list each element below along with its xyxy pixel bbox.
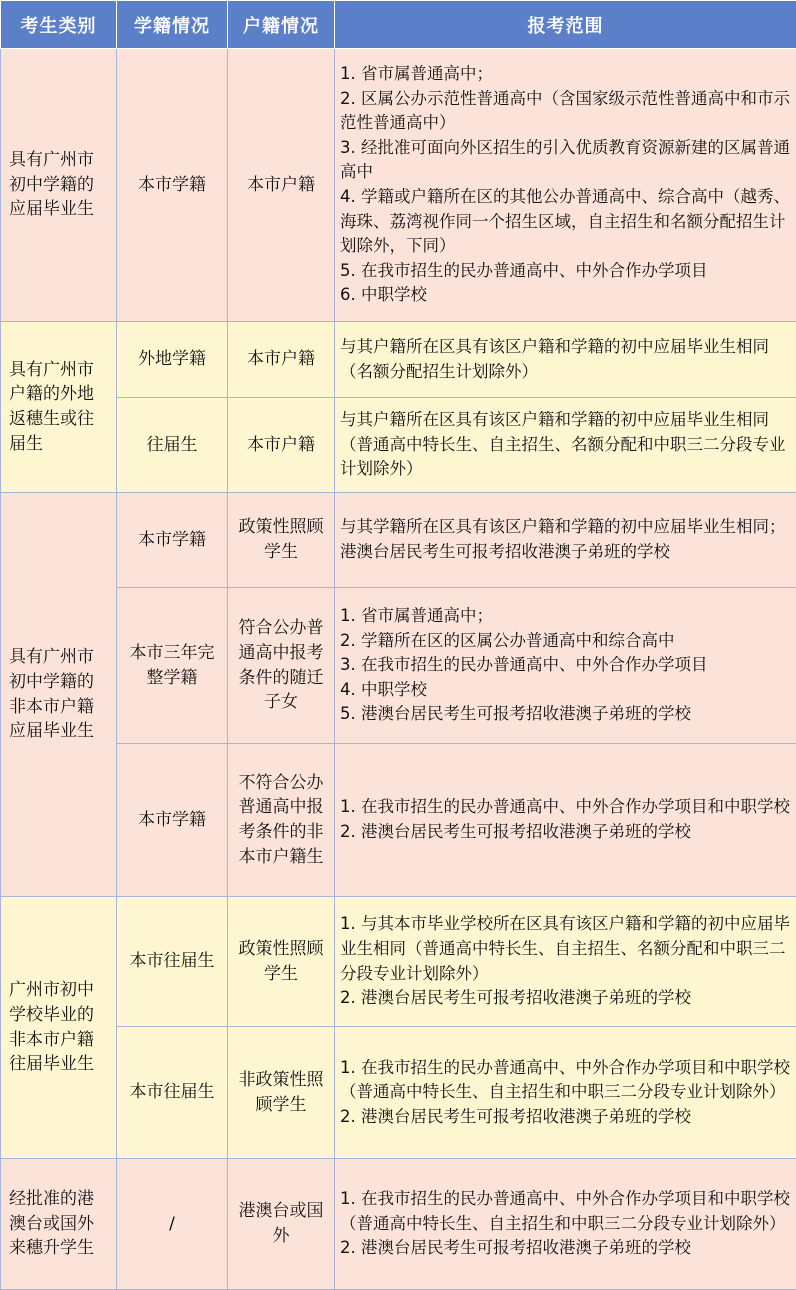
scope-line: 与其学籍所在区具有该区户籍和学籍的初中应届毕业生相同；港澳台居民考生可报考招收港澳子弟班的学校: [340, 517, 786, 561]
scope-line: 与其户籍所在区具有该区户籍和学籍的初中应届毕业生相同（名额分配招生计划除外）: [340, 336, 769, 381]
xueji-cell: /: [117, 1159, 228, 1290]
scope-cell: [335, 1027, 796, 1159]
huji-cell: 不符合公办普通高中报考条件的非本市户籍生: [228, 744, 335, 897]
huji-cell: 符合公办普通高中报考条件的随迁子女: [228, 588, 335, 744]
header-category: 考生类别: [1, 1, 117, 49]
scope-cell: [335, 493, 796, 588]
header-scope: 报考范围: [335, 1, 796, 49]
scope-line: 1. 省市属普通高中；: [340, 64, 493, 84]
header-xueji: 学籍情况: [117, 1, 228, 49]
scope-line: 3. 经批准可面向外区招生的引入优质教育资源新建的区属普通高中: [340, 137, 790, 182]
category-cell: 具有广州市初中学籍的非本市户籍应届毕业生: [1, 493, 117, 897]
scope-line: 4. 中职学校: [340, 679, 427, 699]
scope-line: 6. 中职学校: [340, 285, 427, 305]
scope-cell: [335, 588, 796, 744]
scope-line: 2. 港澳台居民考生可报考招收港澳子弟班的学校: [340, 1106, 691, 1126]
scope-line: 1. 与其本市毕业学校所在区具有该区户籍和学籍的初中应届毕业生相同（普通高中特长生、自主招生、名额分配和中职三二分段专业计划除外）: [340, 914, 790, 983]
scope-line: 2. 区属公办示范性普通高中（含国家级示范性普通高中和市示范性普通高中）: [340, 88, 790, 133]
scope-line: 2. 港澳台居民考生可报考招收港澳子弟班的学校: [340, 822, 691, 841]
scope-cell: [335, 49, 796, 322]
scope-cell: [335, 398, 796, 493]
scope-line: 与其户籍所在区具有该区户籍和学籍的初中应届毕业生相同（普通高中特长生、自主招生、名额分配和中职三二分段专业计划除外）: [340, 410, 786, 479]
scope-line: 1. 在我市招生的民办普通高中、中外合作办学项目和中职学校（普通高中特长生、自主招生和中职三二分段专业计划除外）: [340, 1057, 790, 1102]
scope-line: 5. 在我市招生的民办普通高中、中外合作办学项目: [340, 260, 708, 280]
xueji-cell: 本市往届生: [117, 897, 228, 1027]
huji-cell: 非政策性照顾学生: [228, 1027, 335, 1159]
huji-cell: 港澳台或国外: [228, 1159, 335, 1290]
scope-line: 1. 在我市招生的民办普通高中、中外合作办学项目和中职学校: [340, 797, 790, 817]
header-row: [1, 1, 796, 49]
xueji-cell: 本市三年完整学籍: [117, 588, 228, 744]
huji-cell: 本市户籍: [228, 398, 335, 493]
category-cell: 广州市初中学校毕业的非本市户籍往届毕业生: [1, 897, 117, 1159]
scope-cell: [335, 1159, 796, 1290]
xueji-cell: 往届生: [117, 398, 228, 493]
scope-cell: [335, 897, 796, 1027]
category-cell: 具有广州市户籍的外地返穗生或往届生: [1, 322, 117, 493]
scope-line: 5. 港澳台居民考生可报考招收港澳子弟班的学校: [340, 704, 691, 724]
xueji-cell: 外地学籍: [117, 322, 228, 398]
scope-line: 4. 学籍或户籍所在区的其他公办普通高中、综合高中（越秀、海珠、荔湾视作同一个招生区域，自主招生和名额分配招生计划除外，下同）: [340, 187, 790, 256]
huji-cell: 政策性照顾学生: [228, 493, 335, 588]
huji-cell: 本市户籍: [228, 322, 335, 398]
xueji-cell: 本市往届生: [117, 1027, 228, 1159]
table-row: [1, 49, 796, 322]
table-row: [1, 1027, 796, 1159]
scope-line: 1. 在我市招生的民办普通高中、中外合作办学项目和中职学校（普通高中特长生、自主招生和中职三二分段专业计划除外）: [340, 1189, 790, 1233]
scope-line: 1. 省市属普通高中；: [340, 606, 493, 626]
huji-cell: 本市户籍: [228, 49, 335, 322]
table-row: [1, 897, 796, 1027]
table-row: [1, 744, 796, 897]
scope-line: 3. 在我市招生的民办普通高中、中外合作办学项目: [340, 655, 708, 675]
huji-cell: 政策性照顾学生: [228, 897, 335, 1027]
table-body: [1, 49, 796, 1290]
category-cell: 经批准的港澳台或国外来穗升学生: [1, 1159, 117, 1290]
scope-line: 2. 学籍所在区的区属公办普通高中和综合高中: [340, 630, 675, 650]
table-row: [1, 398, 796, 493]
scope-cell: [335, 322, 796, 398]
table-row: [1, 1159, 796, 1290]
scope-cell: [335, 744, 796, 897]
header-huji: 户籍情况: [228, 1, 335, 49]
xueji-cell: 本市学籍: [117, 493, 228, 588]
scope-line: 2. 港澳台居民考生可报考招收港澳子弟班的学校: [340, 1238, 691, 1258]
xueji-cell: 本市学籍: [117, 49, 228, 322]
category-cell: 具有广州市初中学籍的应届毕业生: [1, 49, 117, 322]
table-row: [1, 588, 796, 744]
scope-line: 2. 港澳台居民考生可报考招收港澳子弟班的学校: [340, 988, 691, 1008]
xueji-cell: 本市学籍: [117, 744, 228, 897]
table-row: [1, 493, 796, 588]
table-row: [1, 322, 796, 398]
